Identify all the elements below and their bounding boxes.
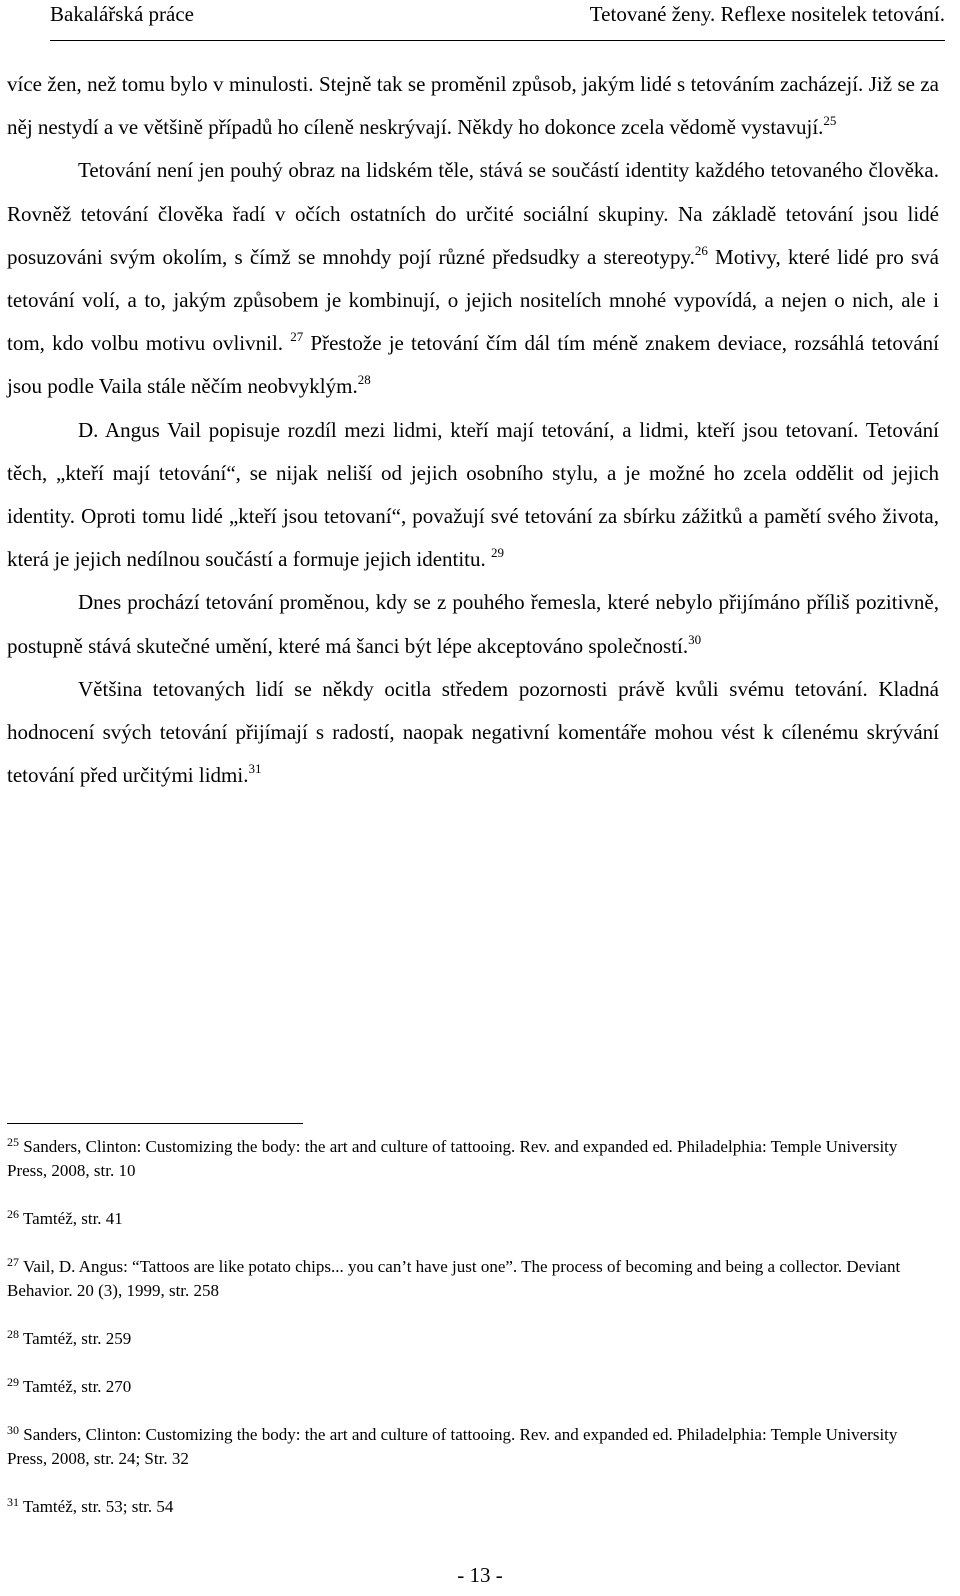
footnote-25 — [7, 1135, 939, 1183]
footnote-separator — [7, 1123, 303, 1124]
footnote-ref: 31 — [248, 761, 262, 777]
paragraph-1 — [7, 63, 939, 149]
footnote-31 — [7, 1495, 939, 1519]
footnote-text: Sanders, Clinton: Customizing the body: the art and culture of tattooing. Rev. and expanded ed. Philadelphia: Temple University Press, 2008, str. 10 — [7, 1137, 898, 1180]
paragraph-text: Tetování není jen pouhý obraz na lidském těle, stává se součástí identity každého tetovaného člověka. Rovněž tetování člověka řadí v očích ostatních do určité sociální skupiny. Na základě tetování jsou lidé posuzováni svým okolím, s čímž se mnohdy pojí různé předsudky a stereotypy. — [7, 158, 939, 269]
footnote-ref: 29 — [491, 545, 505, 561]
footnote-text: Vail, D. Angus: “Tattoos are like potato chips... you can’t have just one”. The process of becoming and being a collector. Deviant Behavior. 20 (3), 1999, str. 258 — [7, 1257, 901, 1300]
body-text — [7, 63, 939, 797]
footnote-ref: 26 — [694, 242, 708, 258]
footnote-text: Tamtéž, str. 270 — [22, 1377, 132, 1396]
footnote-28 — [7, 1327, 939, 1351]
footnote-number: 25 — [7, 1135, 19, 1149]
footnote-ref: 28 — [357, 372, 371, 388]
footnote-number: 26 — [7, 1207, 19, 1221]
paragraph-text: více žen, než tomu bylo v minulosti. Stejně tak se proměnil způsob, jakým lidé s tetováním zacházejí. Již se za něj nestydí a ve většině případů ho cíleně neskrývají. Někdy ho dokonce zcela vědomě vystavují. — [7, 72, 939, 140]
footnote-ref: 27 — [290, 329, 304, 345]
footnote-number: 29 — [7, 1375, 19, 1389]
footnotes — [7, 1135, 939, 1543]
paragraph-text: Většina tetovaných lidí se někdy ocitla středem pozornosti právě kvůli svému tetování. Kladná hodnocení svých tetování přijímají s radostí, naopak negativní komentáře mohou vést k cílenému skrývání tetování před určitými lidmi. — [7, 676, 939, 788]
paragraph-2 — [7, 149, 939, 408]
footnote-26 — [7, 1207, 939, 1231]
footnote-number: 31 — [7, 1495, 19, 1509]
paragraph-3 — [7, 409, 939, 582]
paragraph-4 — [7, 581, 939, 667]
footnote-number: 30 — [7, 1423, 19, 1437]
paragraph-text: Dnes prochází tetování proměnou, kdy se z pouhého řemesla, které nebylo přijímáno příliš pozitivně, postupně stává skutečné umění, které má šanci být lépe akceptováno společností. — [7, 590, 939, 658]
footnote-30 — [7, 1423, 939, 1471]
footnote-text: Sanders, Clinton: Customizing the body: the art and culture of tattooing. Rev. and expanded ed. Philadelphia: Temple University Press, 2008, str. 24; Str. 32 — [7, 1425, 898, 1468]
footnote-27 — [7, 1255, 939, 1303]
paragraph-text: D. Angus Vail popisuje rozdíl mezi lidmi, kteří mají tetování, a lidmi, kteří jsou tetovaní. Tetování těch, „kteří mají tetování“, se nijak neliší od jejich osobního stylu, a je možné ho zcela oddělit od jejich identity. Oproti tomu lidé „kteří jsou tetovaní“, považují své tetování za sbírku zážitků a pamětí svého života, která je jejich nedílnou součástí a formuje jejich identitu. — [7, 417, 939, 572]
paragraph-text: Přestože je tetování čím dál tím méně znakem deviace, rozsáhlá tetování jsou podle Vaila stále něčím neobvyklým. — [7, 331, 939, 399]
running-header — [50, 0, 945, 41]
footnote-text: Tamtéž, str. 259 — [22, 1329, 132, 1348]
footnote-text: Tamtéž, str. 53; str. 54 — [22, 1497, 174, 1516]
footnote-ref: 30 — [688, 631, 702, 647]
paragraph-text: Motivy, které lidé pro svá tetování volí, a to, jakým způsobem je kombinují, o jejich nositelích mnohé vypovídá, a nejen o nich, ale i tom, kdo volbu motivu ovlivnil. — [7, 244, 939, 356]
footnote-ref: 25 — [823, 113, 837, 129]
footnote-29 — [7, 1375, 939, 1399]
header-thesis-type: Bakalářská práce — [50, 2, 194, 26]
page-number: - 13 - — [457, 1563, 503, 1587]
footnote-number: 27 — [7, 1255, 19, 1269]
footnote-number: 28 — [7, 1327, 19, 1341]
footnote-text: Tamtéž, str. 41 — [22, 1209, 123, 1228]
paragraph-5 — [7, 668, 939, 798]
header-thesis-title: Tetované ženy. Reflexe nositelek tetování. — [589, 2, 945, 26]
